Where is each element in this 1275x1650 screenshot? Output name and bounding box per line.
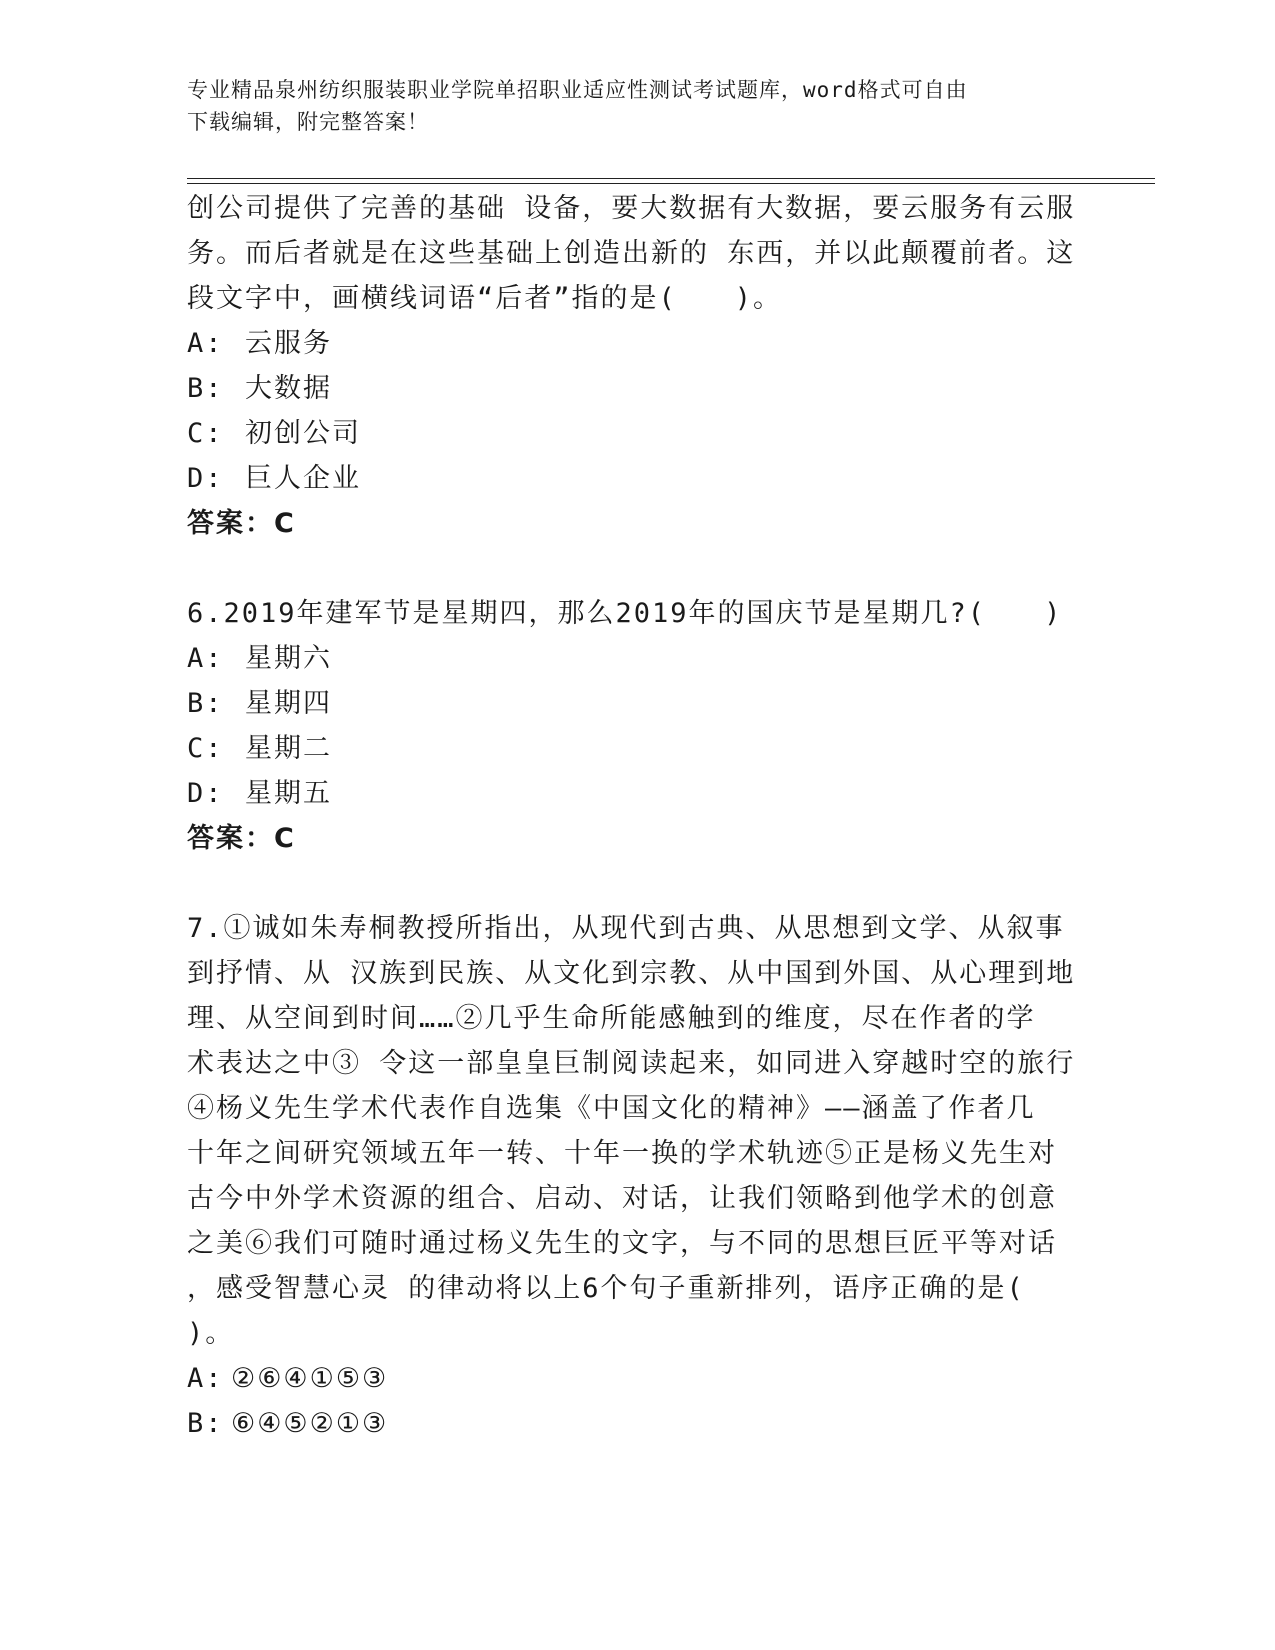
option-letter: B: xyxy=(187,1408,224,1439)
option-letter: C: xyxy=(187,733,224,764)
question-stem-line: ，感受智慧心灵 的律动将以上6个句子重新排列，语序正确的是( xyxy=(187,1273,1025,1304)
option-letter: A: xyxy=(187,328,224,359)
question-stem-line: 十年之间研究领域五年一转、十年一换的学术轨迹⑤正是杨义先生对 xyxy=(187,1138,1057,1169)
option-text: ②⑥④①⑤③ xyxy=(231,1363,389,1394)
option-text: 星期五 xyxy=(245,778,332,809)
option-letter: D: xyxy=(187,463,224,494)
option-b xyxy=(187,1401,1087,1446)
option-text: 巨人企业 xyxy=(245,463,361,494)
answer-label: 答案：C xyxy=(187,823,296,854)
question-stem-line: 理、从空间到时间……②几乎生命所能感触到的维度，尽在作者的学 xyxy=(187,1003,1036,1034)
option-letter: B: xyxy=(187,373,224,404)
spacer xyxy=(187,861,1087,906)
option-text: 星期二 xyxy=(245,733,332,764)
option-a xyxy=(187,321,1087,366)
header-rule-top xyxy=(187,178,1155,179)
option-text: ⑥④⑤②①③ xyxy=(231,1408,389,1439)
question-5 xyxy=(187,186,1087,546)
option-c xyxy=(187,411,1087,456)
option-text: 星期六 xyxy=(245,643,332,674)
question-stem-line: 务。而后者就是在这些基础上创造出新的 东西，并以此颠覆前者。这 xyxy=(187,238,1076,269)
option-text: 云服务 xyxy=(245,328,332,359)
option-letter: A: xyxy=(187,1363,224,1394)
option-letter: B: xyxy=(187,688,224,719)
option-text: 初创公司 xyxy=(245,418,361,449)
question-stem-line: 7.①诚如朱寿桐教授所指出，从现代到古典、从思想到文学、从叙事 xyxy=(187,913,1065,944)
question-stem-line: 古今中外学术资源的组合、启动、对话，让我们领略到他学术的创意 xyxy=(187,1183,1057,1214)
option-b xyxy=(187,366,1087,411)
question-stem-line: 之美⑥我们可随时通过杨义先生的文字，与不同的思想巨匠平等对话 xyxy=(187,1228,1057,1259)
option-text: 大数据 xyxy=(245,373,332,404)
header-rule-bottom xyxy=(187,183,1155,184)
question-stem-line: 术表达之中③ 令这一部皇皇巨制阅读起来，如同进入穿越时空的旅行 xyxy=(187,1048,1076,1079)
question-7 xyxy=(187,906,1087,1446)
spacer xyxy=(187,546,1087,591)
option-c xyxy=(187,726,1087,771)
question-stem-line: ④杨义先生学术代表作自选集《中国文化的精神》——涵盖了作者几 xyxy=(187,1093,1036,1124)
option-letter: C: xyxy=(187,418,224,449)
question-stem-line: 创公司提供了完善的基础 设备，要大数据有大数据，要云服务有云服 xyxy=(187,193,1076,224)
question-6 xyxy=(187,591,1087,861)
answer-label: 答案：C xyxy=(187,508,296,539)
question-stem-line: 6.2019年建军节是星期四，那么2019年的国庆节是星期几?( ) xyxy=(187,598,1063,629)
header-line-1: 专业精品泉州纺织服装职业学院单招职业适应性测试考试题库，word格式可自由 xyxy=(187,78,968,102)
option-a xyxy=(187,636,1087,681)
question-content xyxy=(187,186,1087,1446)
option-text: 星期四 xyxy=(245,688,332,719)
option-d xyxy=(187,771,1087,816)
page-header xyxy=(187,74,1087,138)
option-letter: A: xyxy=(187,643,224,674)
header-line-2: 下载编辑，附完整答案！ xyxy=(187,110,429,134)
question-stem-line: )。 xyxy=(187,1318,235,1349)
option-b xyxy=(187,681,1087,726)
option-letter: D: xyxy=(187,778,224,809)
option-a xyxy=(187,1356,1087,1401)
option-d xyxy=(187,456,1087,501)
question-stem-line: 到抒情、从 汉族到民族、从文化到宗教、从中国到外国、从心理到地 xyxy=(187,958,1076,989)
question-stem-line: 段文字中，画横线词语“后者”指的是( )。 xyxy=(187,283,783,314)
